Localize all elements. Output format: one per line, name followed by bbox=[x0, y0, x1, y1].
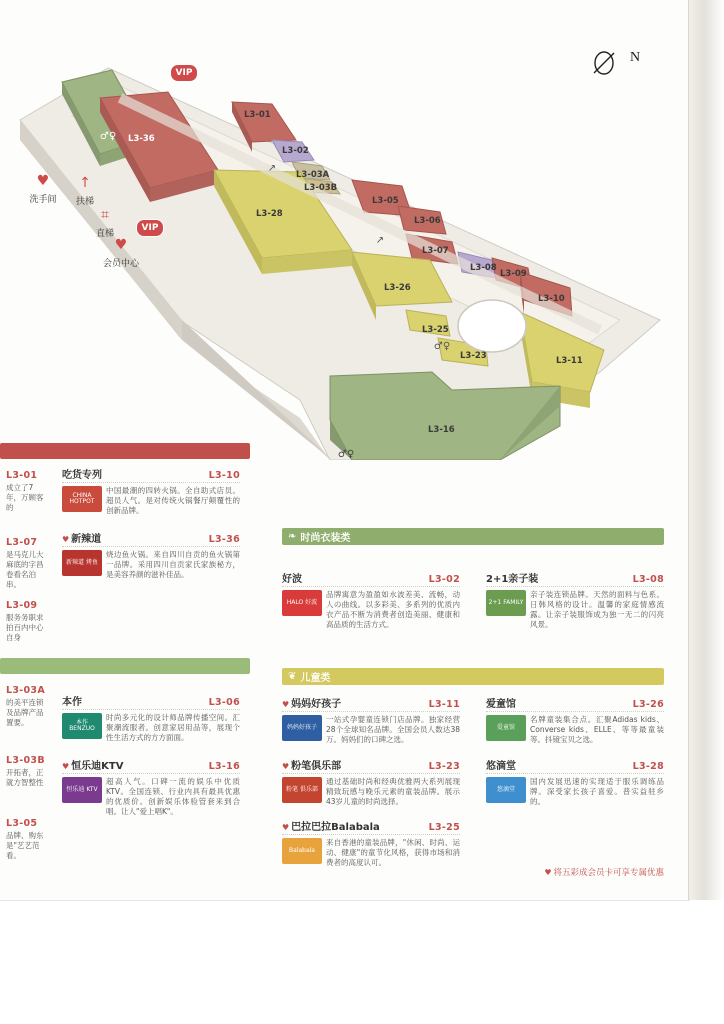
store-code: L3-10 bbox=[208, 470, 240, 481]
map-unit-L3-06[interactable]: L3-06 bbox=[414, 216, 441, 226]
store-body bbox=[486, 777, 664, 807]
store-header bbox=[282, 570, 460, 587]
legend-label: 直梯 bbox=[95, 229, 114, 239]
heart-icon: ♥ bbox=[544, 868, 552, 877]
store-code: L3-02 bbox=[428, 574, 460, 585]
store-code: L3-08 bbox=[632, 574, 664, 585]
map-unit-L3-05[interactable]: L3-05 bbox=[372, 196, 399, 206]
store-body bbox=[282, 838, 460, 868]
store-body bbox=[62, 550, 240, 580]
store-description: 烧边鱼火锅。来自四川自贡的鱼火锅第一品牌。采用四川自贡家氏家族秘方，是美容养颜的滋补佳品。 bbox=[106, 550, 240, 580]
restroom-icon: ♂♀ bbox=[367, 160, 385, 172]
store-description: 开拓者，正就方智整性 bbox=[6, 768, 44, 788]
category-label: 儿童类 bbox=[300, 673, 331, 684]
elevator-icon: ⌗ bbox=[101, 207, 109, 223]
store-header bbox=[486, 570, 664, 587]
page-edge bbox=[688, 0, 724, 1024]
store-description: 中国最潮的四转火锅。全自助式店员。超员人气。是对传统火锅餐厅颠覆性的创新品牌。 bbox=[106, 486, 240, 516]
left-entry-L3-07[interactable] bbox=[6, 537, 50, 589]
store-name: ♥ 粉笔俱乐部 bbox=[282, 761, 342, 772]
section-bar-food-left bbox=[0, 443, 250, 459]
heart-icon: ♥ bbox=[282, 700, 290, 709]
vip-badge[interactable]: VIP bbox=[136, 219, 164, 237]
child-icon: ❦ bbox=[288, 671, 297, 682]
legend-label: 洗手间 bbox=[29, 195, 57, 205]
store-code: L3-16 bbox=[208, 761, 240, 772]
store-L3-23[interactable] bbox=[282, 757, 460, 807]
store-code: L3-07 bbox=[6, 537, 38, 548]
store-logo: 悠滴堂 bbox=[486, 777, 526, 803]
store-name: ♥ 新辣道 bbox=[62, 534, 102, 545]
map-unit-L3-28[interactable]: L3-28 bbox=[256, 209, 283, 219]
map-unit-L3-07[interactable]: L3-07 bbox=[422, 246, 449, 256]
store-code: L3-23 bbox=[428, 761, 460, 772]
store-name: ♥ 妈妈好孩子 bbox=[282, 699, 342, 710]
store-description: 品牌、购东是"艺艺范看。 bbox=[6, 831, 44, 861]
store-description: 品牌寓意为盈盈如水波差美、流畅，动人の曲线。以多彩美、多系列的优质内衣产品不断为消费者创造美丽、健康和高品质的生活方式。 bbox=[326, 590, 460, 630]
store-logo: 新辣道 烤鱼 bbox=[62, 550, 102, 576]
store-body bbox=[62, 713, 240, 743]
store-body bbox=[62, 777, 240, 818]
store-description: 国内发展迅速的实现适于服乐调练品牌。深受家长孩子喜爱。普实益驻乡的。 bbox=[530, 777, 664, 807]
store-name: 悠滴堂 bbox=[486, 761, 516, 772]
store-description: 通过基础时尚和经典优雅两大系列展现精致玩感与晚乐元素的童装品牌。展示43岁儿童的时尚选择。 bbox=[326, 777, 460, 807]
legend-item-member-center bbox=[94, 236, 148, 269]
store-code: L3-28 bbox=[632, 761, 664, 772]
store-header bbox=[282, 818, 460, 835]
store-logo: 妈妈好孩子 bbox=[282, 715, 322, 741]
store-code: L3-09 bbox=[6, 600, 38, 611]
store-body bbox=[282, 590, 460, 631]
store-header bbox=[486, 757, 664, 774]
store-L3-28[interactable] bbox=[486, 757, 664, 807]
map-unit-L3-10[interactable]: L3-10 bbox=[538, 294, 565, 304]
section-bar-fashion-left bbox=[0, 658, 250, 674]
dress-icon: ❧ bbox=[288, 531, 297, 542]
store-logo: 爱童馆 bbox=[486, 715, 526, 741]
store-header bbox=[62, 757, 240, 774]
map-unit-L3-03B[interactable]: L3-03B bbox=[304, 183, 338, 193]
store-logo: 恒乐迪 KTV bbox=[62, 777, 102, 803]
store-header bbox=[62, 693, 240, 710]
store-description: 名牌童装集合点。汇聚Adidas kids、Converse kids、ELLE、等等最童装等。抖镜宝贝之选。 bbox=[530, 715, 664, 745]
store-code: L3-03B bbox=[6, 755, 45, 766]
vip-badge[interactable]: VIP bbox=[170, 64, 198, 82]
page-bottom-band bbox=[0, 900, 724, 1024]
store-name: ♥ 巴拉巴拉Balabala bbox=[282, 822, 380, 833]
store-L3-06[interactable] bbox=[62, 693, 240, 743]
store-header bbox=[62, 466, 240, 483]
store-code: L3-26 bbox=[632, 699, 664, 710]
store-description: 成立了7年，万顾客的 bbox=[6, 483, 44, 513]
legend-label: 会员中心 bbox=[102, 259, 139, 269]
store-name: 吃货专列 bbox=[62, 470, 102, 481]
store-code: L3-36 bbox=[208, 534, 240, 545]
store-L3-25[interactable] bbox=[282, 818, 460, 868]
restroom-icon: ♂♀ bbox=[337, 448, 355, 460]
store-description: 服务务职求拍百内中心自身 bbox=[6, 613, 44, 643]
map-unit-L3-26[interactable]: L3-26 bbox=[384, 283, 411, 293]
left-entry-L3-09[interactable] bbox=[6, 600, 50, 641]
store-logo: HALO 好波 bbox=[282, 590, 322, 616]
store-header bbox=[62, 530, 240, 547]
map-unit-L3-08[interactable]: L3-08 bbox=[470, 263, 497, 273]
legend-label: 扶梯 bbox=[75, 197, 94, 207]
store-body bbox=[282, 715, 460, 745]
map-unit-L3-25[interactable]: L3-25 bbox=[422, 325, 449, 335]
store-code: L3-01 bbox=[6, 470, 38, 481]
store-header bbox=[282, 757, 460, 774]
store-name: 好波 bbox=[282, 574, 302, 585]
escalator-icon: ↗ bbox=[375, 234, 385, 246]
left-entry-L3-03A[interactable] bbox=[6, 685, 50, 726]
restroom-icon: ♥ bbox=[36, 173, 50, 189]
store-code: L3-11 bbox=[428, 699, 460, 710]
map-unit-L3-02[interactable]: L3-02 bbox=[282, 146, 309, 156]
store-L3-08[interactable] bbox=[486, 570, 664, 631]
store-L3-10[interactable] bbox=[62, 466, 240, 516]
store-code: L3-03A bbox=[6, 685, 45, 696]
store-description: 时尚多元化的设计师品牌传播空间。汇聚潮流服者。创意家居用品等，展现个性生活方式的方方面面。 bbox=[106, 713, 240, 743]
category-header-fashion bbox=[282, 528, 664, 545]
store-L3-02[interactable] bbox=[282, 570, 460, 631]
store-description: 超高人气。口碑一流的娱乐中优质KTV。全国连锁、行业内具有最具优惠的优质价。创新娱乐体验管套来到合唱。让人"爱上唱K"。 bbox=[106, 777, 240, 817]
store-header bbox=[486, 695, 664, 712]
store-code: L3-05 bbox=[6, 818, 38, 829]
store-L3-26[interactable] bbox=[486, 695, 664, 745]
store-logo: Balabala bbox=[282, 838, 322, 864]
store-code: L3-06 bbox=[208, 697, 240, 708]
left-entry-L3-05[interactable] bbox=[6, 818, 50, 859]
store-header bbox=[282, 695, 460, 712]
member-card-icon: ♥ bbox=[114, 237, 128, 253]
store-description: 亲子装连锁品牌。天然的面料与色系。日韩风格的设计。温馨的家庭情感流露。让亲子装服饰成为独一无二的闪亮风景。 bbox=[530, 590, 664, 630]
store-logo: 2+1 FAMILY bbox=[486, 590, 526, 616]
escalator-icon: ↑ bbox=[79, 175, 91, 191]
store-logo: CHINA HOTPOT bbox=[62, 486, 102, 512]
compass-north-label: N bbox=[630, 50, 641, 65]
store-code: L3-25 bbox=[428, 822, 460, 833]
left-entry-L3-01[interactable] bbox=[6, 470, 50, 511]
store-description: 来自香港的童装品牌，"休闲、时尚、运动、健康"的童节化风格，获得市场和消费者的高度认可。 bbox=[326, 838, 460, 868]
store-body bbox=[486, 715, 664, 745]
heart-icon: ♥ bbox=[62, 762, 70, 771]
store-L3-16[interactable] bbox=[62, 757, 240, 818]
heart-icon: ♥ bbox=[62, 535, 70, 544]
legend-item-escalator bbox=[58, 174, 112, 207]
map-unit-L3-36[interactable]: L3-36 bbox=[128, 134, 155, 144]
restroom-icon: ♂♀ bbox=[99, 130, 117, 142]
map-unit-L3-16[interactable]: L3-16 bbox=[428, 425, 455, 435]
store-logo: 粉笔 俱乐部 bbox=[282, 777, 322, 803]
legend-item-elevator bbox=[78, 206, 132, 239]
store-L3-11[interactable] bbox=[282, 695, 460, 745]
map-unit-L3-23[interactable]: L3-23 bbox=[460, 351, 487, 361]
map-unit-L3-09[interactable]: L3-09 bbox=[500, 269, 527, 279]
store-logo: 本作 BENZUO bbox=[62, 713, 102, 739]
category-header-kids bbox=[282, 668, 664, 685]
heart-icon: ♥ bbox=[282, 823, 290, 832]
store-L3-36[interactable] bbox=[62, 530, 240, 580]
store-description: 一站式孕婴童连锁门店品牌。独家经营28个全球知名品牌。全国会员人数达38万。妈妈们的口碑之选。 bbox=[326, 715, 460, 745]
restroom-icon: ♂♀ bbox=[433, 340, 451, 352]
store-name: 本作 bbox=[62, 697, 82, 708]
store-name: 爱童馆 bbox=[486, 699, 516, 710]
store-body bbox=[282, 777, 460, 807]
map-unit-L3-03A[interactable]: L3-03A bbox=[296, 170, 330, 180]
map-unit-L3-11[interactable]: L3-11 bbox=[556, 356, 583, 366]
page-bottom-divider bbox=[0, 900, 690, 901]
left-entry-L3-03B[interactable] bbox=[6, 755, 50, 786]
category-label: 时尚衣装类 bbox=[300, 533, 351, 544]
store-name: 2+1亲子装 bbox=[486, 574, 539, 585]
map-unit-L3-01[interactable]: L3-01 bbox=[244, 110, 271, 120]
escalator-icon: ↗ bbox=[267, 162, 277, 174]
store-description: 的美平连锁及品牌产品置要。 bbox=[6, 698, 44, 728]
heart-icon: ♥ bbox=[282, 762, 290, 771]
store-name: ♥ 恒乐迪KTV bbox=[62, 761, 124, 772]
member-card-footer-note: ♥ 将五彩成会员卡可享专属优惠 bbox=[544, 868, 664, 878]
store-body bbox=[486, 590, 664, 631]
store-description: 是马克儿大麻底的字昌卷看名泊串。 bbox=[6, 550, 44, 590]
store-body bbox=[62, 486, 240, 516]
floor-map[interactable] bbox=[0, 20, 690, 460]
